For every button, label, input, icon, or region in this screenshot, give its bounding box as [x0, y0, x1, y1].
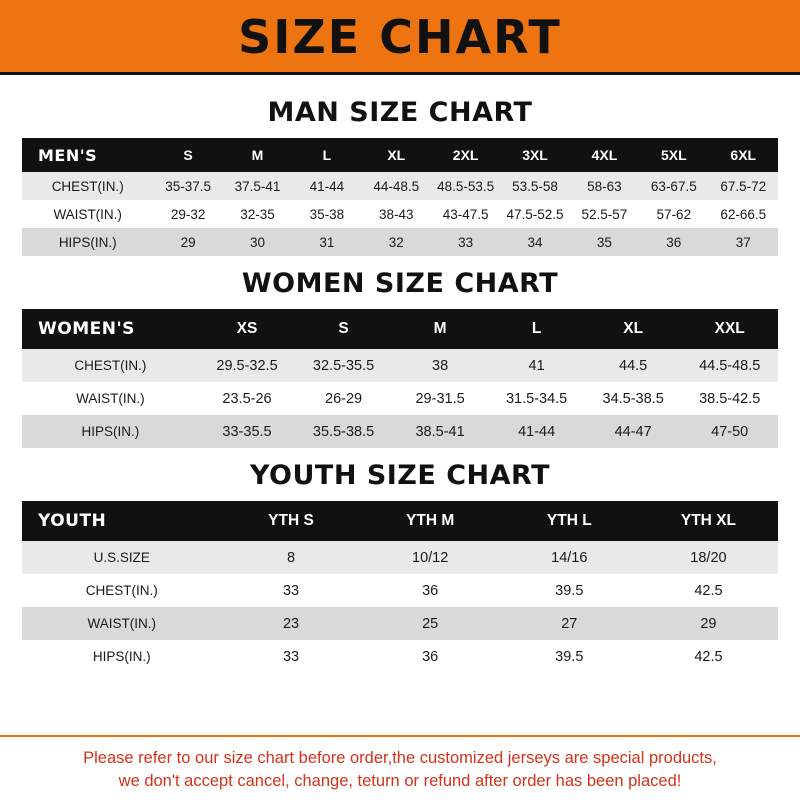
table-row — [22, 607, 778, 640]
row-label: U.S.SIZE — [22, 541, 221, 574]
cell: 37 — [709, 228, 778, 256]
cell: 41-44 — [488, 415, 585, 448]
cell: 29 — [639, 607, 778, 640]
chart-content — [0, 75, 800, 735]
man-section-title: MAN SIZE CHART — [267, 97, 533, 128]
table-row — [22, 228, 778, 256]
cell: 39.5 — [500, 640, 639, 673]
cell: 29 — [153, 228, 222, 256]
col-header: XL — [585, 309, 682, 349]
row-label: CHEST(IN.) — [22, 349, 199, 382]
cell: 36 — [361, 640, 500, 673]
cell: 41 — [488, 349, 585, 382]
cell: 37.5-41 — [223, 172, 292, 200]
footer-line-2: we don't accept cancel, change, teturn or refund after order has been placed! — [118, 771, 682, 790]
cell: 36 — [639, 228, 708, 256]
youth-size-section — [22, 460, 778, 673]
col-header: 3XL — [500, 138, 569, 172]
page-banner — [0, 0, 800, 75]
cell: 62-66.5 — [709, 200, 778, 228]
table-row — [22, 640, 778, 673]
cell: 38 — [392, 349, 489, 382]
col-header: WOMEN'S — [22, 309, 199, 349]
col-header: YTH XL — [639, 501, 778, 541]
col-header: XS — [199, 309, 296, 349]
youth-section-title: YOUTH SIZE CHART — [249, 460, 551, 491]
cell: 47-50 — [681, 415, 778, 448]
col-header: S — [153, 138, 222, 172]
cell: 29-31.5 — [392, 382, 489, 415]
cell: 42.5 — [639, 640, 778, 673]
cell: 63-67.5 — [639, 172, 708, 200]
women-size-section — [22, 268, 778, 448]
cell: 23 — [221, 607, 360, 640]
cell: 23.5-26 — [199, 382, 296, 415]
table-header-row — [22, 138, 778, 172]
cell: 32-35 — [223, 200, 292, 228]
table-row — [22, 200, 778, 228]
cell: 18/20 — [639, 541, 778, 574]
footer-disclaimer — [0, 735, 800, 800]
cell: 35.5-38.5 — [295, 415, 392, 448]
cell: 27 — [500, 607, 639, 640]
cell: 32 — [362, 228, 431, 256]
table-row — [22, 415, 778, 448]
table-header-row — [22, 309, 778, 349]
col-header: MEN'S — [22, 138, 153, 172]
row-label: HIPS(IN.) — [22, 228, 153, 256]
cell: 35-38 — [292, 200, 361, 228]
cell: 48.5-53.5 — [431, 172, 500, 200]
cell: 44.5 — [585, 349, 682, 382]
col-header: 4XL — [570, 138, 639, 172]
col-header: 2XL — [431, 138, 500, 172]
col-header: XL — [362, 138, 431, 172]
cell: 36 — [361, 574, 500, 607]
cell: 52.5-57 — [570, 200, 639, 228]
cell: 30 — [223, 228, 292, 256]
cell: 42.5 — [639, 574, 778, 607]
col-header: M — [392, 309, 489, 349]
women-size-table — [22, 309, 778, 448]
cell: 58-63 — [570, 172, 639, 200]
col-header: 5XL — [639, 138, 708, 172]
row-label: HIPS(IN.) — [22, 640, 221, 673]
col-header: YOUTH — [22, 501, 221, 541]
cell: 38.5-42.5 — [681, 382, 778, 415]
cell: 47.5-52.5 — [500, 200, 569, 228]
cell: 10/12 — [361, 541, 500, 574]
cell: 35 — [570, 228, 639, 256]
row-label: WAIST(IN.) — [22, 382, 199, 415]
cell: 8 — [221, 541, 360, 574]
table-header-row — [22, 501, 778, 541]
cell: 34 — [500, 228, 569, 256]
cell: 44-47 — [585, 415, 682, 448]
cell: 31 — [292, 228, 361, 256]
cell: 31.5-34.5 — [488, 382, 585, 415]
col-header: S — [295, 309, 392, 349]
cell: 14/16 — [500, 541, 639, 574]
cell: 53.5-58 — [500, 172, 569, 200]
page-title: SIZE CHART — [238, 10, 562, 64]
col-header: L — [292, 138, 361, 172]
cell: 43-47.5 — [431, 200, 500, 228]
row-label: WAIST(IN.) — [22, 607, 221, 640]
cell: 32.5-35.5 — [295, 349, 392, 382]
table-row — [22, 541, 778, 574]
row-label: CHEST(IN.) — [22, 574, 221, 607]
cell: 38.5-41 — [392, 415, 489, 448]
table-row — [22, 172, 778, 200]
col-header: L — [488, 309, 585, 349]
cell: 33-35.5 — [199, 415, 296, 448]
col-header: YTH M — [361, 501, 500, 541]
cell: 25 — [361, 607, 500, 640]
women-section-title: WOMEN SIZE CHART — [241, 268, 559, 299]
cell: 33 — [431, 228, 500, 256]
man-size-section — [22, 97, 778, 256]
table-row — [22, 349, 778, 382]
cell: 33 — [221, 640, 360, 673]
col-header: 6XL — [709, 138, 778, 172]
man-size-table — [22, 138, 778, 256]
table-row — [22, 382, 778, 415]
cell: 29.5-32.5 — [199, 349, 296, 382]
cell: 34.5-38.5 — [585, 382, 682, 415]
footer-line-1: Please refer to our size chart before order,the customized jerseys are special products, — [83, 749, 717, 768]
cell: 41-44 — [292, 172, 361, 200]
cell: 57-62 — [639, 200, 708, 228]
row-label: CHEST(IN.) — [22, 172, 153, 200]
cell: 44.5-48.5 — [681, 349, 778, 382]
row-label: HIPS(IN.) — [22, 415, 199, 448]
col-header: YTH L — [500, 501, 639, 541]
table-row — [22, 574, 778, 607]
cell: 35-37.5 — [153, 172, 222, 200]
cell: 29-32 — [153, 200, 222, 228]
youth-size-table — [22, 501, 778, 673]
cell: 38-43 — [362, 200, 431, 228]
col-header: XXL — [681, 309, 778, 349]
cell: 26-29 — [295, 382, 392, 415]
cell: 67.5-72 — [709, 172, 778, 200]
row-label: WAIST(IN.) — [22, 200, 153, 228]
col-header: YTH S — [221, 501, 360, 541]
col-header: M — [223, 138, 292, 172]
cell: 44-48.5 — [362, 172, 431, 200]
cell: 39.5 — [500, 574, 639, 607]
cell: 33 — [221, 574, 360, 607]
